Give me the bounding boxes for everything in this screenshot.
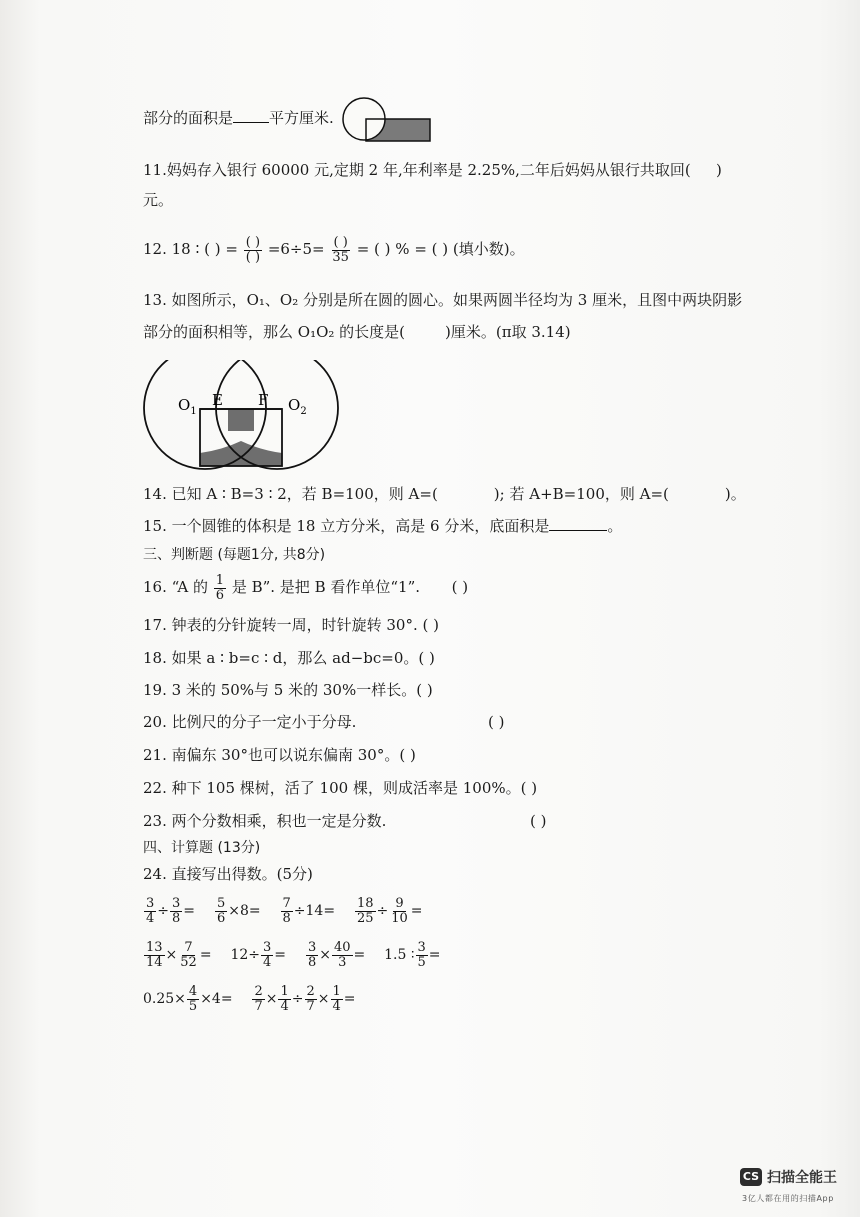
q12: 12. 18 ∶ ( ) = $\frac{( )}{( )}$ =6÷5= $\frac{( )}{35}$ = ( ) % = ( ) (填小数)。 (143, 234, 525, 265)
q23: 23. 两个分数相乘，积也一定是分数. (143, 812, 387, 830)
calc-1-4: $\frac{18}{25}$ ÷ $\frac{9}{10}$ = (356, 895, 423, 926)
q19: 19. 3 米的 50%与 5 米的 30%一样长。( ) (143, 681, 433, 699)
q15: 15. 一个圆锥的体积是 18 立方分米，高是 6 分米，底面积是 。 (143, 517, 623, 535)
section-judgment-title: 三、判断题 (每题1分, 共8分) (143, 547, 326, 563)
q21: 21. 南偏东 30°也可以说东偏南 30°。( ) (143, 746, 416, 764)
section-calc-title: 四、计算题 (13分) (143, 840, 261, 856)
calc-2-2: 12÷ $\frac{3}{4}$ = (230, 939, 287, 970)
q11-line2: 元。 (143, 191, 174, 209)
q10-tail (143, 108, 334, 128)
cs-logo-icon: CS (740, 1168, 762, 1186)
q20: 20. 比例尺的分子一定小于分母. (143, 713, 357, 731)
q13-line1: 13. 如图所示，O₁、O₂ 分别是所在圆的圆心。如果两圆半径均为 3 厘米，且图中两块阴影 (143, 291, 743, 309)
q12-frac2: $\frac{( )}{35}$ (332, 234, 349, 265)
q13-figure (140, 360, 345, 472)
calc-3-2: $\frac{2}{7}$ × $\frac{1}{4}$ ÷ $\frac{2}{7}$ × $\frac{1}{4}$ = (254, 983, 356, 1014)
q10-unit: 平方厘米. (269, 109, 334, 127)
q10-figure (340, 96, 434, 144)
q23-paren: ( ) (530, 812, 547, 830)
f-label: F (258, 391, 269, 409)
q16: 16. “A 的 $\frac{1}{6}$ 是 B”. 是把 B 看作单位“1”. ( ) (143, 572, 469, 603)
calc-2-3: $\frac{3}{8}$ × $\frac{40}{3}$ = (307, 939, 366, 970)
calc-row-1 (143, 894, 423, 928)
q11-line1: 11.妈妈存入银行 60000 元,定期 2 年,年利率是 2.25%,二年后妈妈从银行共取回( (143, 161, 691, 179)
q16-frac: $\frac{1}{6}$ (215, 572, 225, 603)
q13-line2: 部分的面积相等，那么 O₁O₂ 的长度是( )厘米。(π取 3.14) (143, 323, 571, 341)
calc-2-4: 1.5 ∶ $\frac{3}{5}$ = (384, 939, 441, 970)
q24: 24. 直接写出得数。(5分) (143, 865, 313, 883)
q18: 18. 如果 a ∶ b=c ∶ d，那么 ad−bc=0。( ) (143, 649, 435, 667)
scanner-tagline: 3亿人都在用的扫描App (742, 1194, 834, 1203)
calc-3-1: 0.25× $\frac{4}{5}$ ×4= (143, 983, 233, 1014)
o1-label: $O_1$ (178, 396, 197, 417)
q10-text: 部分的面积是 (143, 109, 234, 127)
q11-close: ) (716, 161, 722, 179)
calc-row-3 (143, 982, 356, 1016)
q17: 17. 钟表的分针旋转一周，时针旋转 30°. ( ) (143, 616, 439, 634)
calc-row-2 (143, 938, 441, 972)
o2-label: $O_2$ (288, 396, 307, 417)
q22: 22. 种下 105 棵树，活了 100 棵，则成活率是 100%。( ) (143, 779, 538, 797)
scanner-watermark (740, 1167, 837, 1187)
calc-2-1: $\frac{13}{14}$ × $\frac{7}{52}$ = (146, 939, 212, 970)
calc-1-2: $\frac{5}{6}$ ×8= (216, 895, 261, 926)
scanner-brand-name: 扫描全能王 (767, 1170, 837, 1186)
q14: 14. 已知 A ∶ B=3 ∶ 2，若 B=100，则 A=( ); 若 A+B=100，则 A=( )。 (143, 485, 746, 503)
calc-1-3: $\frac{7}{8}$ ÷14= (282, 895, 336, 926)
q20-paren: ( ) (488, 713, 505, 731)
q12-frac1: $\frac{( )}{( )}$ (245, 234, 261, 265)
e-label: E (212, 391, 223, 409)
calc-1-1: $\frac{3}{4}$ ÷ $\frac{3}{8}$ = (146, 895, 196, 926)
